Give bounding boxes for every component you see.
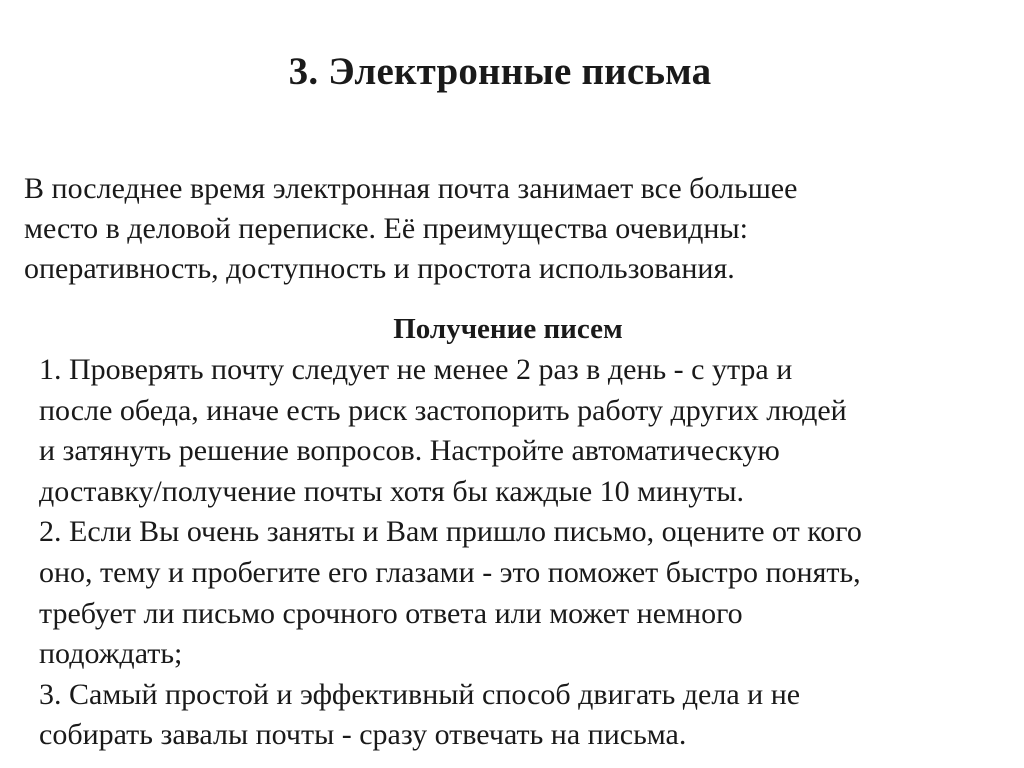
body-line: собирать завалы почты - сразу отвечать на письма. (39, 718, 687, 752)
body-line: после обеда, иначе есть риск застопорить работу других людей (39, 393, 847, 427)
intro-line: В последнее время электронная почта занимает все большее (24, 172, 798, 205)
body-line: 3. Самый простой и эффективный способ двигать дела и не (39, 677, 801, 711)
intro-line: место в деловой переписке. Её преимущества очевидны: (24, 212, 748, 245)
slide-title: 3. Электронные письма (288, 50, 712, 93)
body-line: и затянуть решение вопросов. Настройте автоматическую (39, 434, 780, 468)
intro-line: оперативность, доступность и простота использования. (24, 252, 735, 285)
body-line: 1. Проверять почту следует не менее 2 раз в день - с утра и (39, 353, 793, 386)
body-line: 2. Если Вы очень заняты и Вам пришло письмо, оцените от кого (39, 515, 862, 549)
body-text (39, 350, 1009, 756)
body-line: доставку/получение почты хотя бы каждые 10 минуты. (39, 474, 745, 508)
body-line: оно, тему и пробегите его глазами - это поможет быстро понять, (39, 555, 861, 589)
intro-paragraph (24, 169, 1004, 289)
body-line: требует ли письмо срочного ответа или может немного (39, 596, 743, 630)
section-heading: Получение писем (393, 313, 623, 345)
body-line: подождать; (39, 637, 183, 671)
